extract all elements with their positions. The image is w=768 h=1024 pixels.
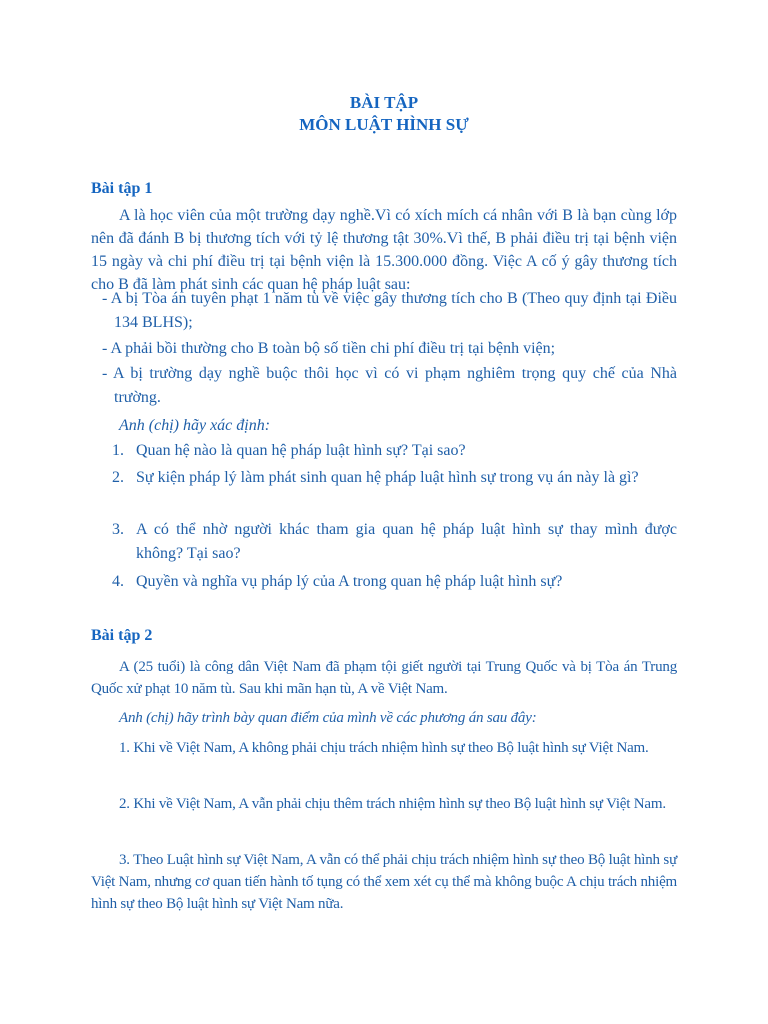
exercise1-bullet-3: - A bị trường dạy nghề buộc thôi học vì có vi phạm nghiêm trọng quy chế của Nhà trường. — [102, 365, 677, 406]
doc-title-line2: MÔN LUẬT HÌNH SỰ — [299, 115, 469, 134]
exercise2-prompt: Anh (chị) hãy trình bày quan điểm của mình về các phương án sau đây: — [119, 710, 537, 726]
exercise2-option-1: 1. Khi về Việt Nam, A không phải chịu trách nhiệm hình sự theo Bộ luật hình sự Việt Nam. — [119, 740, 649, 756]
question-4 — [112, 570, 677, 594]
exercise2-option-2: 2. Khi về Việt Nam, A vẫn phải chịu thêm trách nhiệm hình sự theo Bộ luật hình sự Việt Nam. — [119, 796, 666, 812]
question-text: Quan hệ nào là quan hệ pháp luật hình sự? Tại sao? — [136, 442, 466, 459]
exercise2-heading: Bài tập 2 — [91, 627, 153, 644]
question-number: 1. — [112, 442, 124, 459]
question-3 — [112, 518, 677, 566]
exercise2-intro: A (25 tuổi) là công dân Việt Nam đã phạm tội giết người tại Trung Quốc và bị Tòa án Trung Quốc xử phạt 10 năm tù. Sau khi mãn hạn tù, A về Việt Nam. — [91, 659, 677, 697]
exercise1-bullet-1: - A bị Tòa án tuyên phạt 1 năm tù về việc gây thương tích cho B (Theo quy định tại Điều 134 BLHS); — [102, 290, 677, 331]
question-number: 2. — [112, 469, 124, 486]
exercise1-bullet-2: - A phải bồi thường cho B toàn bộ số tiền chi phí điều trị tại bệnh viện; — [102, 340, 556, 357]
question-text: A có thể nhờ người khác tham gia quan hệ pháp luật hình sự thay mình được không? Tại sao? — [136, 521, 677, 562]
question-text: Quyền và nghĩa vụ pháp lý của A trong quan hệ pháp luật hình sự? — [136, 573, 563, 590]
question-number: 4. — [112, 573, 124, 590]
exercise1-heading: Bài tập 1 — [91, 180, 153, 197]
question-2 — [112, 466, 677, 490]
doc-title-line1: BÀI TẬP — [349, 93, 419, 112]
exercise1-intro: A là học viên của một trường dạy nghề.Vì có xích mích cá nhân với B là bạn cùng lớp nên đã đánh B bị thương tích với tỷ lệ thương tật 30%.Vì thế, B phải điều trị tại bệnh viện 15 ngày và chi phí điều trị tại bệnh viện là 15.300.000 đồng. Việc A cố ý gây thương tích cho B đã làm phát sinh các quan hệ pháp luật sau: — [91, 207, 677, 293]
exercise1-prompt: Anh (chị) hãy xác định: — [119, 417, 271, 434]
question-number: 3. — [112, 521, 124, 538]
question-text: Sự kiện pháp lý làm phát sinh quan hệ pháp luật hình sự trong vụ án này là gì? — [136, 469, 639, 486]
question-1 — [112, 439, 677, 463]
exercise2-option-3: 3. Theo Luật hình sự Việt Nam, A vẫn có thể phải chịu trách nhiệm hình sự theo Bộ luật hình sự Việt Nam, nhưng cơ quan tiến hành tố tụng có thể xem xét cụ thể mà không buộc A chịu trách nhiệm hình sự theo Bộ luật hình sự Việt Nam nữa. — [91, 852, 677, 912]
